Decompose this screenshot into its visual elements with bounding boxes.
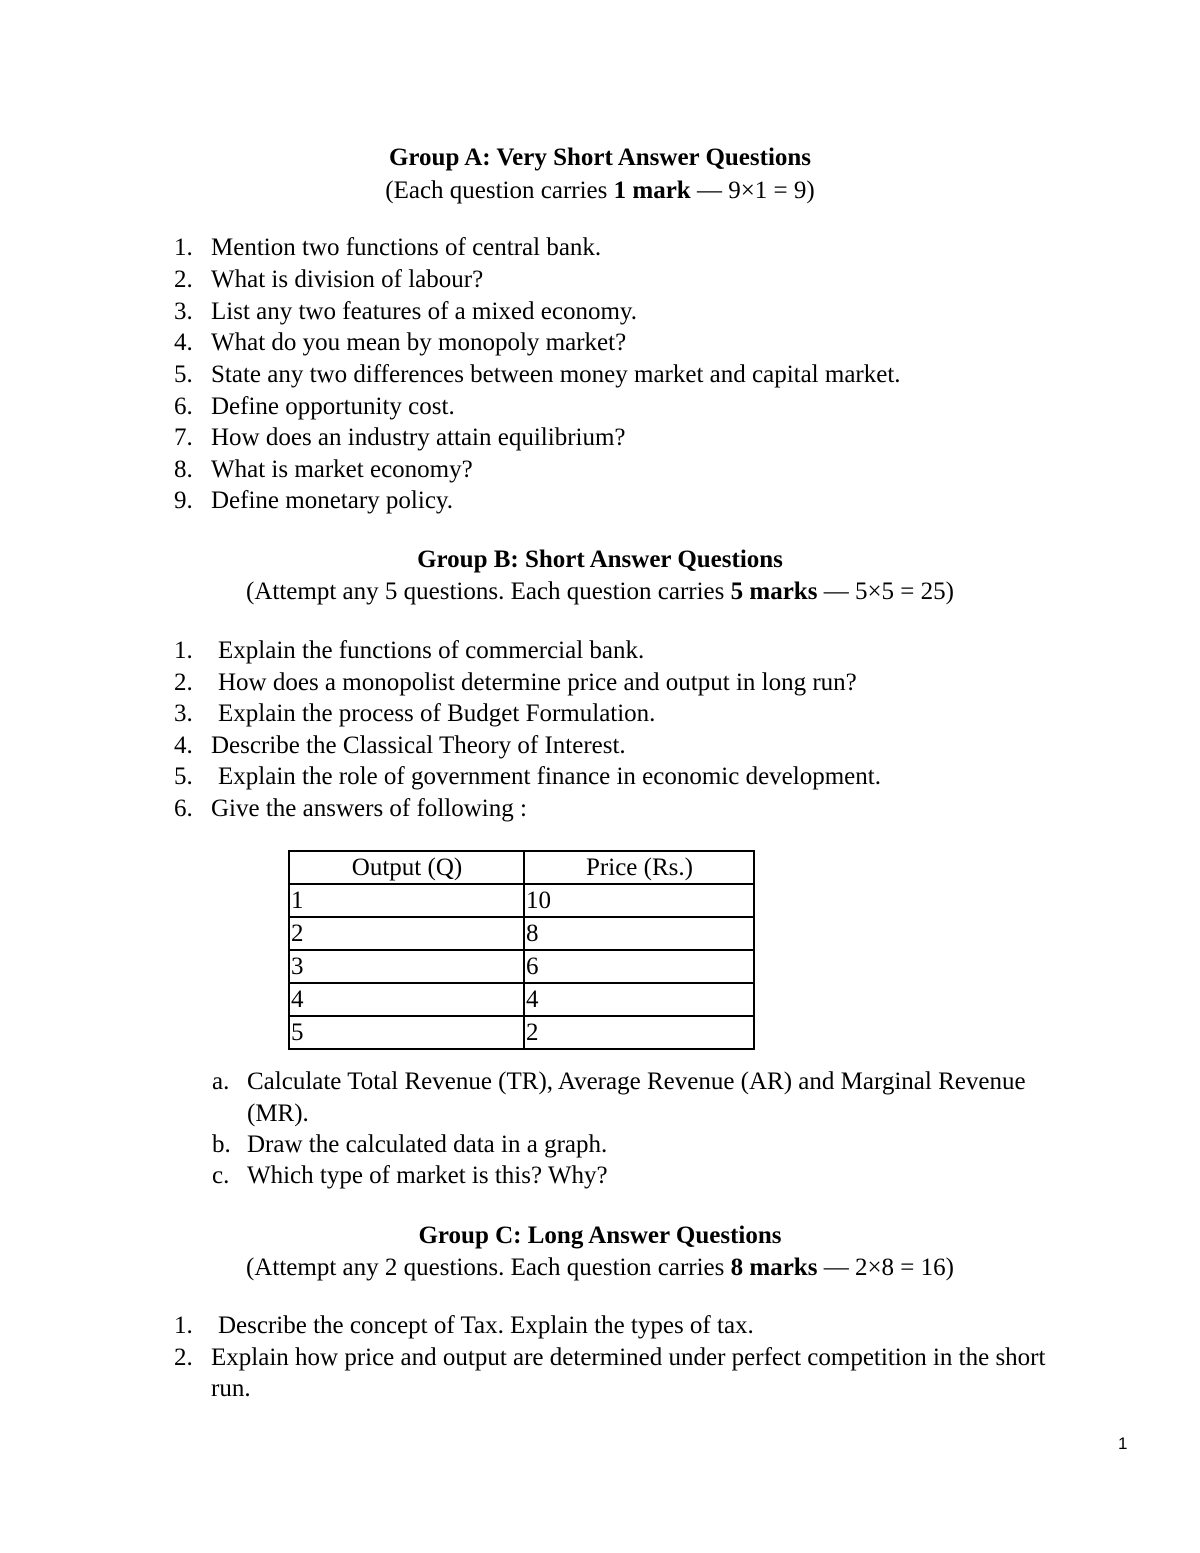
group-b-question: 2. How does a monopolist determine price and output in long run?: [174, 669, 857, 696]
group-b-question: 6. Give the answers of following :: [174, 795, 527, 822]
group-b-question: 4. Describe the Classical Theory of Interest.: [174, 732, 626, 759]
table-header-price: Price (Rs.): [524, 851, 754, 884]
table-row: [289, 950, 754, 983]
group-a-question: 9. Define monetary policy.: [174, 487, 454, 514]
table-cell: 4: [524, 983, 754, 1016]
group-a-question: 8. What is market economy?: [174, 456, 473, 483]
table-cell: 1: [289, 884, 524, 917]
group-a-question: 3. List any two features of a mixed economy.: [174, 298, 638, 325]
sub-question-a-continuation: (MR).: [247, 1100, 309, 1127]
group-c-question: 1. Describe the concept of Tax. Explain the types of tax.: [174, 1312, 754, 1339]
group-c-title: Group C: Long Answer Questions: [418, 1222, 782, 1249]
table-cell: 4: [289, 983, 524, 1016]
group-a-question: 4. What do you mean by monopoly market?: [174, 329, 627, 356]
table-cell: 2: [524, 1016, 754, 1049]
group-a-question: 7. How does an industry attain equilibrium?: [174, 424, 626, 451]
group-c-question: 2. Explain how price and output are determined under perfect competition in the short: [174, 1344, 1046, 1371]
table-cell: 3: [289, 950, 524, 983]
table-cell: 2: [289, 917, 524, 950]
page-number: 1: [1118, 1434, 1128, 1453]
table-row: [289, 917, 754, 950]
sub-question-b: b. Draw the calculated data in a graph.: [212, 1131, 608, 1158]
group-a-instructions: (Each question carries 1 mark — 9×1 = 9): [385, 177, 815, 204]
group-a-question: 2. What is division of labour?: [174, 266, 484, 293]
table-cell: 6: [524, 950, 754, 983]
group-b-question: 5. Explain the role of government finance in economic development.: [174, 763, 881, 790]
table-cell: 8: [524, 917, 754, 950]
group-b-question: 3. Explain the process of Budget Formulation.: [174, 700, 656, 727]
table-header-output: Output (Q): [289, 851, 524, 884]
table-header-row: [289, 851, 754, 884]
table-row: [289, 1016, 754, 1049]
table-cell: 5: [289, 1016, 524, 1049]
sub-question-a: a. Calculate Total Revenue (TR), Average Revenue (AR) and Marginal Revenue: [212, 1068, 1026, 1095]
group-a-question: 5. State any two differences between money market and capital market.: [174, 361, 901, 388]
group-a-question: 6. Define opportunity cost.: [174, 393, 455, 420]
table-row: [289, 983, 754, 1016]
group-b-question: 1. Explain the functions of commercial bank.: [174, 637, 645, 664]
group-c-instructions: (Attempt any 2 questions. Each question carries 8 marks — 2×8 = 16): [246, 1254, 954, 1281]
group-b-title: Group B: Short Answer Questions: [417, 546, 783, 573]
output-price-table: [288, 850, 755, 1050]
table-row: [289, 884, 754, 917]
group-a-question: 1. Mention two functions of central bank.: [174, 234, 602, 261]
group-c-question-continuation: run.: [211, 1375, 251, 1402]
sub-question-c: c. Which type of market is this? Why?: [212, 1162, 608, 1189]
table-cell: 10: [524, 884, 754, 917]
group-a-title: Group A: Very Short Answer Questions: [388, 144, 812, 171]
group-b-instructions: (Attempt any 5 questions. Each question carries 5 marks — 5×5 = 25): [246, 578, 954, 605]
